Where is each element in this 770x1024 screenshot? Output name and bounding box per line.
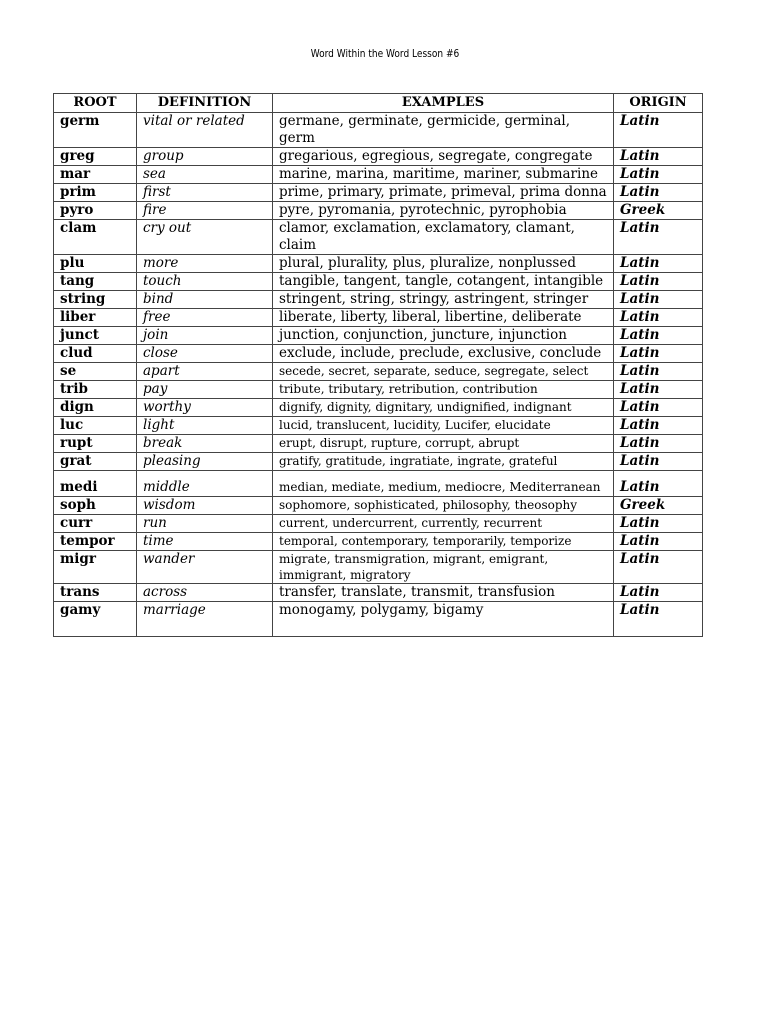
- table-row: [54, 515, 703, 533]
- table-row: [54, 148, 703, 166]
- root-cell: pyro: [54, 202, 137, 220]
- root-cell: tempor: [54, 533, 137, 551]
- examples-cell: transfer, translate, transmit, transfusion: [273, 584, 614, 602]
- definition-cell: join: [137, 327, 273, 345]
- root-cell: rupt: [54, 435, 137, 453]
- root-cell: germ: [54, 113, 137, 148]
- definition-cell: free: [137, 309, 273, 327]
- examples-cell: prime, primary, primate, primeval, prima donna: [273, 184, 614, 202]
- root-cell: se: [54, 363, 137, 381]
- definition-cell: touch: [137, 273, 273, 291]
- definition-cell: time: [137, 533, 273, 551]
- table-row: [54, 602, 703, 637]
- table-row: [54, 184, 703, 202]
- definition-cell: wisdom: [137, 497, 273, 515]
- table-row: [54, 255, 703, 273]
- origin-cell: Greek: [614, 497, 703, 515]
- examples-cell: gratify, gratitude, ingratiate, ingrate, grateful: [273, 453, 614, 471]
- table-row: [54, 435, 703, 453]
- origin-cell: Latin: [614, 453, 703, 471]
- header-root: ROOT: [54, 94, 137, 113]
- origin-cell: Latin: [614, 363, 703, 381]
- definition-cell: pleasing: [137, 453, 273, 471]
- header-definition: DEFINITION: [137, 94, 273, 113]
- table-row: [54, 399, 703, 417]
- definition-cell: wander: [137, 551, 273, 584]
- definition-cell: vital or related: [137, 113, 273, 148]
- definition-cell: cry out: [137, 220, 273, 255]
- origin-cell: Latin: [614, 220, 703, 255]
- origin-cell: Latin: [614, 327, 703, 345]
- root-cell: clud: [54, 345, 137, 363]
- root-cell: clam: [54, 220, 137, 255]
- table-header-row: [54, 94, 703, 113]
- examples-cell: gregarious, egregious, segregate, congregate: [273, 148, 614, 166]
- table-row: [54, 453, 703, 471]
- examples-cell: tangible, tangent, tangle, cotangent, intangible: [273, 273, 614, 291]
- origin-cell: Latin: [614, 471, 703, 497]
- definition-cell: first: [137, 184, 273, 202]
- definition-cell: middle: [137, 471, 273, 497]
- table-row: [54, 291, 703, 309]
- origin-cell: Latin: [614, 184, 703, 202]
- table-row: [54, 327, 703, 345]
- table-row: [54, 417, 703, 435]
- table-row: [54, 202, 703, 220]
- examples-cell: sophomore, sophisticated, philosophy, theosophy: [273, 497, 614, 515]
- root-cell: migr: [54, 551, 137, 584]
- root-cell: junct: [54, 327, 137, 345]
- root-cell: soph: [54, 497, 137, 515]
- origin-cell: Latin: [614, 417, 703, 435]
- header-origin: ORIGIN: [614, 94, 703, 113]
- page-title: Word Within the Word Lesson #6: [310, 47, 460, 60]
- table-row: [54, 309, 703, 327]
- table-row: [54, 166, 703, 184]
- root-cell: luc: [54, 417, 137, 435]
- definition-cell: close: [137, 345, 273, 363]
- table-row: [54, 533, 703, 551]
- examples-cell: current, undercurrent, currently, recurrent: [273, 515, 614, 533]
- origin-cell: Latin: [614, 166, 703, 184]
- definition-cell: more: [137, 255, 273, 273]
- examples-cell: monogamy, polygamy, bigamy: [273, 602, 614, 637]
- origin-cell: Latin: [614, 309, 703, 327]
- origin-cell: Latin: [614, 113, 703, 148]
- root-cell: curr: [54, 515, 137, 533]
- root-cell: trib: [54, 381, 137, 399]
- table-row: [54, 551, 703, 584]
- root-cell: greg: [54, 148, 137, 166]
- origin-cell: Latin: [614, 435, 703, 453]
- root-cell: dign: [54, 399, 137, 417]
- definition-cell: pay: [137, 381, 273, 399]
- examples-cell: clamor, exclamation, exclamatory, clamant, claim: [273, 220, 614, 255]
- definition-cell: run: [137, 515, 273, 533]
- root-cell: grat: [54, 453, 137, 471]
- header-examples: EXAMPLES: [273, 94, 614, 113]
- examples-cell: junction, conjunction, juncture, injunction: [273, 327, 614, 345]
- origin-cell: Latin: [614, 515, 703, 533]
- examples-cell: plural, plurality, plus, pluralize, nonplussed: [273, 255, 614, 273]
- origin-cell: Latin: [614, 551, 703, 584]
- examples-cell: tribute, tributary, retribution, contribution: [273, 381, 614, 399]
- examples-cell: pyre, pyromania, pyrotechnic, pyrophobia: [273, 202, 614, 220]
- examples-cell: secede, secret, separate, seduce, segregate, select: [273, 363, 614, 381]
- origin-cell: Latin: [614, 381, 703, 399]
- root-cell: liber: [54, 309, 137, 327]
- examples-cell: stringent, string, stringy, astringent, stringer: [273, 291, 614, 309]
- examples-cell: exclude, include, preclude, exclusive, conclude: [273, 345, 614, 363]
- examples-cell: germane, germinate, germicide, germinal, germ: [273, 113, 614, 148]
- definition-cell: group: [137, 148, 273, 166]
- origin-cell: Latin: [614, 399, 703, 417]
- examples-cell: median, mediate, medium, mediocre, Mediterranean: [273, 471, 614, 497]
- examples-cell: erupt, disrupt, rupture, corrupt, abrupt: [273, 435, 614, 453]
- definition-cell: marriage: [137, 602, 273, 637]
- origin-cell: Latin: [614, 255, 703, 273]
- examples-cell: liberate, liberty, liberal, libertine, deliberate: [273, 309, 614, 327]
- examples-cell: lucid, translucent, lucidity, Lucifer, elucidate: [273, 417, 614, 435]
- examples-cell: temporal, contemporary, temporarily, temporize: [273, 533, 614, 551]
- root-cell: mar: [54, 166, 137, 184]
- definition-cell: bind: [137, 291, 273, 309]
- table-row: [54, 497, 703, 515]
- root-cell: medi: [54, 471, 137, 497]
- origin-cell: Latin: [614, 291, 703, 309]
- root-cell: plu: [54, 255, 137, 273]
- definition-cell: sea: [137, 166, 273, 184]
- table-row: [54, 220, 703, 255]
- root-cell: string: [54, 291, 137, 309]
- definition-cell: worthy: [137, 399, 273, 417]
- root-cell: gamy: [54, 602, 137, 637]
- origin-cell: Latin: [614, 533, 703, 551]
- examples-cell: marine, marina, maritime, mariner, submarine: [273, 166, 614, 184]
- definition-cell: break: [137, 435, 273, 453]
- table-row: [54, 381, 703, 399]
- origin-cell: Latin: [614, 273, 703, 291]
- table-row: [54, 345, 703, 363]
- definition-cell: fire: [137, 202, 273, 220]
- origin-cell: Latin: [614, 602, 703, 637]
- examples-cell: migrate, transmigration, migrant, emigrant, immigrant, migratory: [273, 551, 614, 584]
- root-cell: tang: [54, 273, 137, 291]
- table-row: [54, 584, 703, 602]
- table-row: [54, 471, 703, 497]
- roots-table: [53, 93, 703, 637]
- root-cell: prim: [54, 184, 137, 202]
- origin-cell: Latin: [614, 584, 703, 602]
- examples-cell: dignify, dignity, dignitary, undignified, indignant: [273, 399, 614, 417]
- origin-cell: Latin: [614, 345, 703, 363]
- definition-cell: apart: [137, 363, 273, 381]
- origin-cell: Greek: [614, 202, 703, 220]
- definition-cell: across: [137, 584, 273, 602]
- definition-cell: light: [137, 417, 273, 435]
- origin-cell: Latin: [614, 148, 703, 166]
- root-cell: trans: [54, 584, 137, 602]
- table-row: [54, 363, 703, 381]
- table-row: [54, 113, 703, 148]
- table-row: [54, 273, 703, 291]
